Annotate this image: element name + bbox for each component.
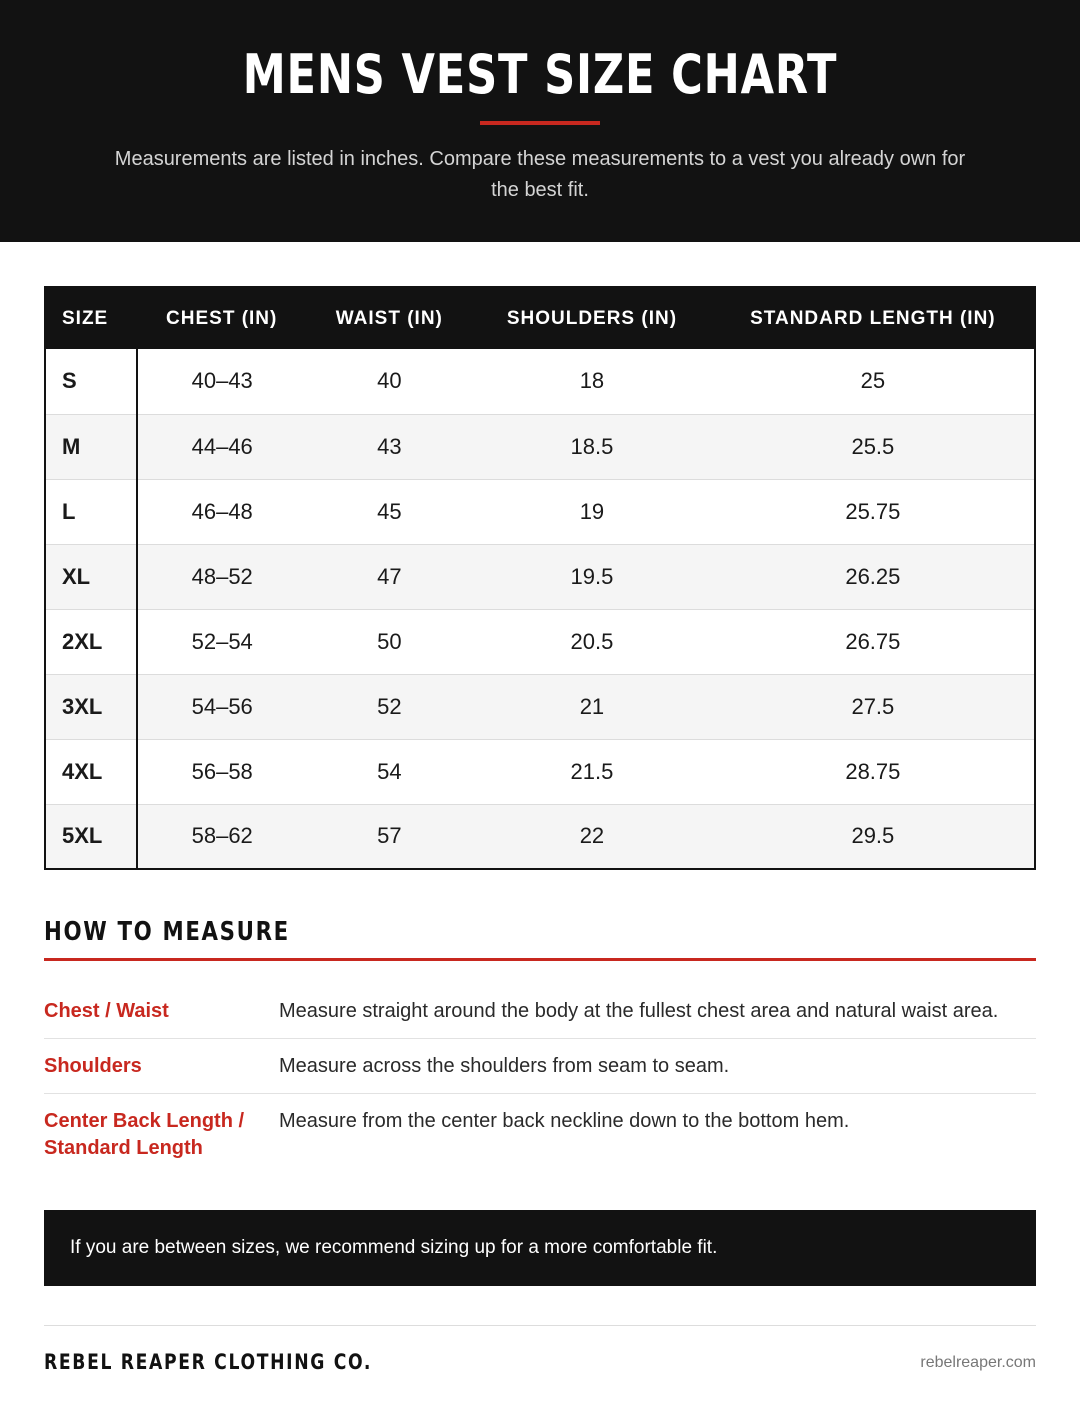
cell-waist: 50 bbox=[307, 609, 473, 674]
table-row bbox=[45, 349, 1035, 414]
cell-size: XL bbox=[45, 544, 137, 609]
cell-waist: 43 bbox=[307, 414, 473, 479]
table-header-row bbox=[45, 287, 1035, 349]
cell-waist: 52 bbox=[307, 674, 473, 739]
table-row bbox=[45, 739, 1035, 804]
cell-size: 5XL bbox=[45, 804, 137, 869]
measure-item-chest-waist bbox=[44, 984, 1036, 1038]
cell-size: 3XL bbox=[45, 674, 137, 739]
sizing-tip-banner bbox=[44, 1210, 1036, 1286]
cell-shoulders: 21 bbox=[472, 674, 712, 739]
table-row bbox=[45, 544, 1035, 609]
title-accent-divider bbox=[480, 121, 600, 125]
cell-chest: 58–62 bbox=[137, 804, 307, 869]
cell-chest: 52–54 bbox=[137, 609, 307, 674]
cell-standard-length: 29.5 bbox=[712, 804, 1035, 869]
table-row bbox=[45, 414, 1035, 479]
cell-shoulders: 18 bbox=[579, 368, 605, 394]
measure-item-label: Chest / Waist bbox=[44, 1000, 169, 1022]
cell-size: 2XL bbox=[45, 609, 137, 674]
page-header bbox=[0, 0, 1080, 242]
cell-standard-length: 27.5 bbox=[712, 674, 1035, 739]
cell-shoulders: 19.5 bbox=[472, 544, 712, 609]
how-to-measure-list bbox=[44, 984, 1036, 1175]
cell-shoulders: 21.5 bbox=[472, 739, 712, 804]
how-to-measure-divider bbox=[44, 958, 1036, 961]
page-subtitle: Measurements are listed in inches. Compare these measurements to a vest you already own for the best fit. bbox=[114, 148, 966, 201]
cell-waist: 54 bbox=[307, 739, 473, 804]
cell-chest: 48–52 bbox=[137, 544, 307, 609]
sizing-tip-text: If you are between sizes, we recommend sizing up for a more comfortable fit. bbox=[70, 1237, 718, 1258]
how-to-measure-heading: HOW TO MEASURE bbox=[44, 917, 290, 947]
measure-item-shoulders bbox=[44, 1038, 1036, 1093]
cell-standard-length: 25 bbox=[860, 368, 886, 394]
cell-chest: 40–43 bbox=[191, 368, 253, 394]
page-title: MENS VEST SIZE CHART bbox=[242, 43, 838, 106]
cell-size: S bbox=[45, 349, 137, 414]
table-row bbox=[45, 804, 1035, 869]
cell-waist: 45 bbox=[307, 479, 473, 544]
measure-item-length bbox=[44, 1093, 1036, 1175]
column-header-waist: WAIST (IN) bbox=[335, 307, 443, 329]
column-header-chest: CHEST (IN) bbox=[166, 307, 278, 329]
measure-item-label: Center Back Length / Standard Length bbox=[44, 1110, 245, 1159]
table-row bbox=[45, 479, 1035, 544]
cell-waist: 57 bbox=[307, 804, 473, 869]
cell-shoulders: 22 bbox=[472, 804, 712, 869]
measure-item-description: Measure from the center back neckline down to the bottom hem. bbox=[279, 1110, 850, 1132]
website-link[interactable]: rebelreaper.com bbox=[920, 1354, 1036, 1371]
table-row bbox=[45, 674, 1035, 739]
cell-shoulders: 18.5 bbox=[472, 414, 712, 479]
cell-standard-length: 28.75 bbox=[712, 739, 1035, 804]
cell-size: 4XL bbox=[45, 739, 137, 804]
cell-standard-length: 25.75 bbox=[712, 479, 1035, 544]
cell-standard-length: 26.75 bbox=[712, 609, 1035, 674]
measure-item-description: Measure straight around the body at the fullest chest area and natural waist area. bbox=[279, 1000, 999, 1022]
cell-size: L bbox=[45, 479, 137, 544]
measure-item-description: Measure across the shoulders from seam to seam. bbox=[279, 1055, 730, 1077]
measure-item-label: Shoulders bbox=[44, 1055, 142, 1077]
table-row bbox=[45, 609, 1035, 674]
cell-chest: 54–56 bbox=[137, 674, 307, 739]
table-body bbox=[45, 349, 1035, 869]
cell-shoulders: 19 bbox=[472, 479, 712, 544]
cell-chest: 56–58 bbox=[137, 739, 307, 804]
cell-waist: 47 bbox=[307, 544, 473, 609]
size-chart-table bbox=[44, 286, 1036, 870]
cell-standard-length: 26.25 bbox=[712, 544, 1035, 609]
cell-chest: 46–48 bbox=[137, 479, 307, 544]
cell-chest: 44–46 bbox=[137, 414, 307, 479]
column-header-size: SIZE bbox=[62, 307, 109, 329]
column-header-shoulders: SHOULDERS (IN) bbox=[506, 307, 678, 329]
cell-size: M bbox=[45, 414, 137, 479]
brand-name: REBEL REAPER CLOTHING CO. bbox=[44, 1350, 373, 1374]
cell-waist: 40 bbox=[377, 368, 402, 394]
column-header-standard-length: STANDARD LENGTH (IN) bbox=[750, 307, 996, 329]
footer-divider bbox=[44, 1325, 1036, 1326]
cell-standard-length: 25.5 bbox=[712, 414, 1035, 479]
cell-shoulders: 20.5 bbox=[472, 609, 712, 674]
